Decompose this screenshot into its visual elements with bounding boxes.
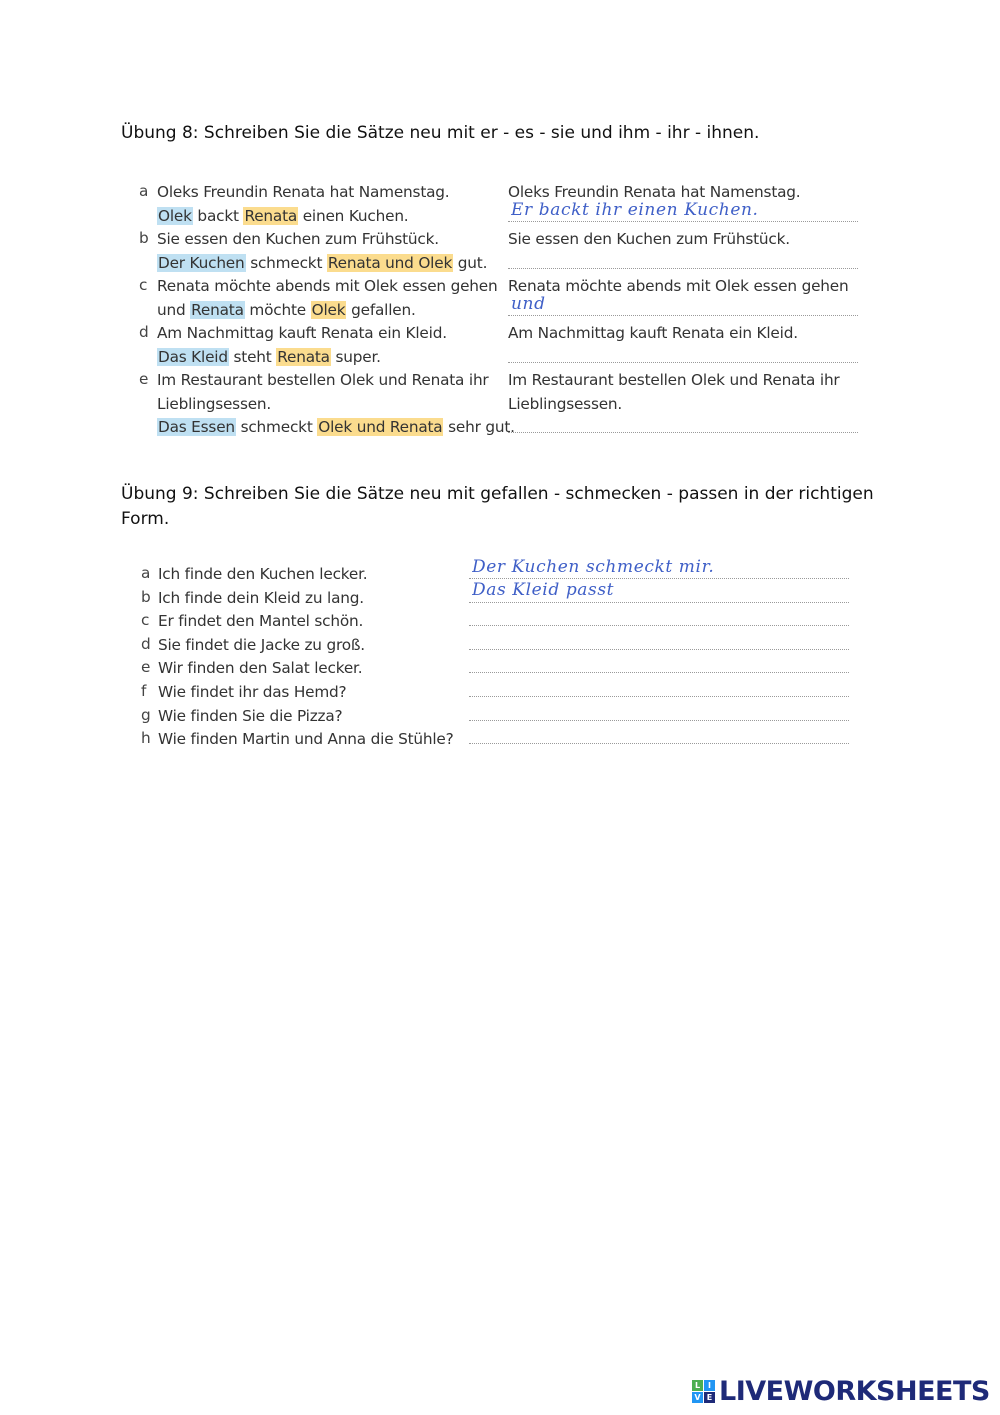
exercise-8-item-label: a xyxy=(139,182,149,200)
exercise-8-source-line xyxy=(157,393,271,415)
exercise-8-item-label: c xyxy=(139,276,148,294)
exercise-8-source-line xyxy=(157,299,416,321)
exercise-8-heading: Übung 8: Schreiben Sie die Sätze neu mit er - es - sie und ihm - ihr - ihnen. xyxy=(121,123,760,143)
subject-highlight: Der Kuchen xyxy=(158,253,245,272)
text-segment: Im Restaurant bestellen Olek und Renata ihr xyxy=(157,371,489,389)
exercise-9-answer-field[interactable] xyxy=(472,721,847,742)
exercise-8-given-text: Im Restaurant bestellen Olek und Renata ihr xyxy=(508,371,840,389)
exercise-9-sentence: Wie finden Sie die Pizza? xyxy=(158,706,343,725)
object-highlight: Renata xyxy=(277,347,330,366)
object-highlight: Olek und Renata xyxy=(318,418,443,436)
text-segment: schmeckt xyxy=(245,253,327,272)
text-segment: Sie essen den Kuchen zum Frühstück. xyxy=(157,230,439,248)
exercise-9-item-label: h xyxy=(141,729,151,748)
exercise-9-sentence: Wie finden Martin und Anna die Stühle? xyxy=(158,730,454,749)
text-segment: steht xyxy=(228,347,277,366)
exercise-9-item-label: b xyxy=(141,587,151,606)
text-segment: einen Kuchen. xyxy=(298,206,409,225)
exercise-9-item-label: g xyxy=(141,705,151,724)
exercise-8-given-text: Lieblingsessen. xyxy=(508,394,623,413)
exercise-8-source-line xyxy=(157,369,489,391)
exercise-8-given-text: Sie essen den Kuchen zum Frühstück. xyxy=(508,230,790,248)
exercise-9-item-label: e xyxy=(141,658,151,677)
exercise-9-sentence: Wir finden den Salat lecker. xyxy=(158,659,363,678)
exercise-8-answer-field[interactable] xyxy=(511,246,856,267)
logo-text: LIVEWORKSHEETS xyxy=(719,1375,990,1407)
exercise-9-sentence: Er findet den Mantel schön. xyxy=(158,612,364,631)
exercise-8-item-label: e xyxy=(139,370,149,388)
exercise-8-source-line xyxy=(157,205,408,227)
exercise-8-answer-line xyxy=(508,315,858,316)
exercise-8-given-text: Am Nachmittag kauft Renata ein Kleid. xyxy=(508,324,798,342)
exercise-9-item-label: d xyxy=(141,634,151,653)
exercise-9-answer-field[interactable] xyxy=(472,674,847,695)
exercise-9-answer-line xyxy=(469,743,849,744)
subject-highlight: Das Essen xyxy=(158,418,235,436)
exercise-8-item-label: b xyxy=(139,229,149,247)
exercise-9-sentence: Ich finde den Kuchen lecker. xyxy=(158,565,368,583)
exercise-8-source-line xyxy=(157,346,381,368)
text-segment: gut. xyxy=(453,253,488,272)
exercise-8-source-line xyxy=(157,228,439,250)
exercise-9-answer-field[interactable] xyxy=(472,698,847,719)
exercise-8-answer-field[interactable] xyxy=(511,340,856,361)
text-segment: super. xyxy=(330,347,381,366)
exercise-8-source-line xyxy=(157,322,447,344)
subject-highlight: Olek xyxy=(158,206,192,225)
text-segment: Am Nachmittag kauft Renata ein Kleid. xyxy=(157,324,447,342)
logo-mark-icon: L I V E xyxy=(692,1380,715,1403)
exercise-9-sentence: Sie findet die Jacke zu groß. xyxy=(158,635,365,654)
text-segment: möchte xyxy=(244,300,311,319)
exercise-8-answer-line xyxy=(508,221,858,222)
exercise-9-answer-field[interactable] xyxy=(472,580,847,601)
text-segment: und xyxy=(157,300,191,319)
exercise-8-given-text: Oleks Freundin Renata hat Namenstag. xyxy=(508,183,801,201)
exercise-9-sentence: Wie findet ihr das Hemd? xyxy=(158,683,347,701)
subject-highlight: Das Kleid xyxy=(158,347,228,366)
exercise-9-item-label: f xyxy=(141,682,147,700)
text-segment: Renata möchte abends mit Olek essen gehen xyxy=(157,277,498,295)
exercise-9-answer-field[interactable] xyxy=(472,650,847,671)
text-segment: sehr gut. xyxy=(443,418,515,436)
exercise-9-item-label: a xyxy=(141,564,151,582)
object-highlight: Olek xyxy=(311,300,346,319)
exercise-8-given-text: Renata möchte abends mit Olek essen gehen xyxy=(508,277,849,295)
text-segment: schmeckt xyxy=(235,418,318,436)
exercise-9-answer-field[interactable] xyxy=(472,603,847,624)
exercise-8-source-line xyxy=(157,252,487,274)
exercise-8-answer-field[interactable] xyxy=(511,410,856,431)
exercise-8-source-line xyxy=(157,181,449,203)
object-highlight: Renata und Olek xyxy=(327,253,453,272)
exercise-8-item-label: d xyxy=(139,323,149,341)
object-highlight: Renata xyxy=(244,206,298,225)
exercise-9-item-label: c xyxy=(141,611,150,630)
exercise-9-heading: Übung 9: Schreiben Sie die Sätze neu mit gefallen - schmecken - passen in der richtigen Form. xyxy=(121,484,874,529)
exercise-8-answer-line xyxy=(508,268,858,269)
exercise-9-answer-field[interactable] xyxy=(472,627,847,648)
exercise-8-source-line xyxy=(157,416,515,438)
liveworksheets-logo xyxy=(692,1375,990,1407)
exercise-8-answer-line xyxy=(508,432,858,433)
text-segment: Lieblingsessen. xyxy=(157,394,272,413)
exercise-8-answer-field[interactable] xyxy=(511,293,856,314)
exercise-9-answer-field[interactable] xyxy=(472,556,847,577)
subject-highlight: Renata xyxy=(191,300,244,319)
text-segment: gefallen. xyxy=(346,300,416,319)
exercise-8-source-line xyxy=(157,275,498,297)
exercise-9-sentence: Ich finde dein Kleid zu lang. xyxy=(158,588,364,607)
text-segment: Oleks Freundin Renata hat Namenstag. xyxy=(157,183,450,201)
exercise-8-answer-field[interactable] xyxy=(511,199,856,220)
text-segment: backt xyxy=(192,206,244,225)
exercise-8-answer-line xyxy=(508,362,858,363)
